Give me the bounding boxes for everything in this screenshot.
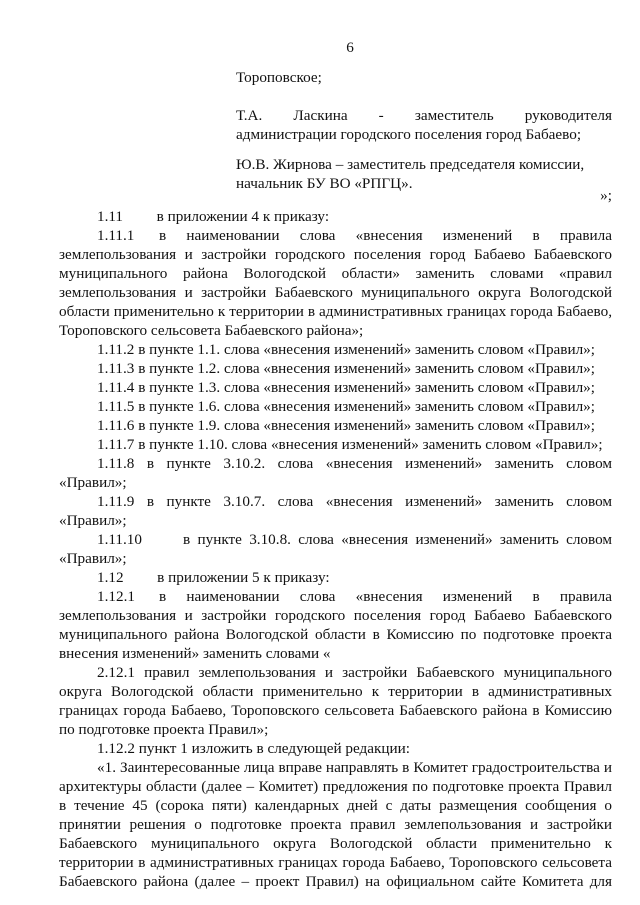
quoted-paragraph-line: Бабаевского района (далее – проект Правил) на официальном сайте Комитета для: [59, 873, 612, 890]
item-number: 1.11.10: [97, 531, 142, 548]
item-1-11-9-first: 1.11.9 в пункте 3.10.7. слова «внесения изменений» заменить словом: [97, 493, 612, 510]
item-text: в наименовании слова «внесения изменений в правила: [159, 588, 612, 605]
item-1-12-1-line: землепользования и застройки городского поселения город Бабаево Бабаевского: [59, 607, 612, 624]
item-1-11-3: 1.11.3 в пункте 1.2. слова «внесения изменений» заменить словом «Правил»;: [97, 360, 595, 377]
item-number: 1.11.1: [97, 227, 135, 244]
item-1-11-9-cont: «Правил»;: [59, 512, 127, 529]
signatory-laskina-line1: Т.А. Ласкина - заместитель руководителя: [236, 107, 612, 124]
item-1-11-6: 1.11.6 в пункте 1.9. слова «внесения изменений» заменить словом «Правил»;: [97, 417, 595, 434]
item-1-11-1-line: землепользования и застройки Бабаевского муниципального округа Вологодской: [59, 284, 612, 301]
item-1-11-1-first: [59, 226, 612, 245]
item-number: 1.11: [97, 208, 124, 225]
item-2-12-1-first: 2.12.1 правил землепользования и застройки Бабаевского муниципального: [97, 664, 612, 681]
item-text: в пункте 3.10.8. слова «внесения изменений» заменить словом: [183, 531, 612, 548]
item-number: 1.12: [97, 569, 124, 586]
item-2-12-1-line: округа Вологодской области применительно к территории в административных: [59, 683, 612, 700]
quoted-paragraph-line: территории в административных границах города Бабаево, Тороповского сельсовета: [59, 854, 612, 871]
quoted-paragraph-line: в течение 45 (сорока пяти) календарных дней с даты размещения сообщения о: [59, 797, 612, 814]
item-text: в наименовании слова «внесения изменений в правила: [159, 227, 612, 244]
signatory-zhirnova-line2: начальник БУ ВО «РПГЦ».: [236, 175, 413, 192]
item-1-12-1-line: муниципального района Вологодской области в Комиссию по подготовке проекта: [59, 626, 612, 643]
item-1-11-10-cont: «Правил»;: [59, 550, 127, 567]
item-2-12-1-line: по подготовке проекта Правил»;: [59, 721, 269, 738]
item-1-11-7: 1.11.7 в пункте 1.10. слова «внесения изменений» заменить словом «Правил»;: [97, 436, 603, 453]
quoted-paragraph-line: Бабаевского муниципального округа Вологодской области применительно к: [59, 835, 612, 852]
item-2-12-1-line: границах города Бабаево, Тороповского сельсовета Бабаевского района в Комиссию: [59, 702, 612, 719]
item-1-11-1-line: землепользования и застройки городского поселения город Бабаево Бабаевского: [59, 246, 612, 263]
item-1-11-1-line: муниципального района Вологодской области» заменить словами «правил: [59, 265, 612, 282]
signatory-continuation: Тороповское;: [236, 69, 322, 86]
item-1-12: [59, 568, 612, 587]
item-1-11: [59, 207, 612, 226]
item-1-11-1-line: области применительно к территории в административных границах города Бабаево,: [59, 303, 612, 320]
document-body: [59, 207, 612, 891]
signatory-zhirnova-line1: Ю.В. Жирнова – заместитель председателя комиссии,: [236, 156, 585, 173]
quoted-paragraph-line: архитектуры области (далее – Комитет) предложения по подготовке проекта Правил: [59, 778, 612, 795]
item-1-11-8-first: 1.11.8 в пункте 3.10.2. слова «внесения изменений» заменить словом: [97, 455, 612, 472]
item-number: 1.12.1: [97, 588, 135, 605]
item-1-11-5: 1.11.5 в пункте 1.6. слова «внесения изменений» заменить словом «Правил»;: [97, 398, 595, 415]
item-1-11-10-first: [59, 530, 612, 549]
item-1-12-2: 1.12.2 пункт 1 изложить в следующей редакции:: [97, 740, 410, 757]
item-text: в приложении 5 к приказу:: [157, 569, 330, 586]
quoted-paragraph-line: принятии решения о подготовке проекта правил землепользования и застройки: [59, 816, 612, 833]
signatory-laskina-line2: администрации городского поселения город Бабаево;: [236, 126, 582, 143]
item-text: в приложении 4 к приказу:: [156, 208, 330, 225]
quoted-paragraph-first: «1. Заинтересованные лица вправе направлять в Комитет градостроительства и: [97, 759, 612, 776]
item-1-12-1-first: [59, 587, 612, 606]
item-1-11-4: 1.11.4 в пункте 1.3. слова «внесения изменений» заменить словом «Правил»;: [97, 379, 595, 396]
closing-quote: »;: [600, 187, 612, 204]
item-1-11-1-line: Тороповского сельсовета Бабаевского района»;: [59, 322, 364, 339]
item-1-12-1-line: внесения изменений» заменить словами «: [59, 645, 331, 662]
item-1-11-8-cont: «Правил»;: [59, 474, 127, 491]
page-number: 6: [346, 39, 354, 56]
item-1-11-2: 1.11.2 в пункте 1.1. слова «внесения изменений» заменить словом «Правил»;: [97, 341, 595, 358]
